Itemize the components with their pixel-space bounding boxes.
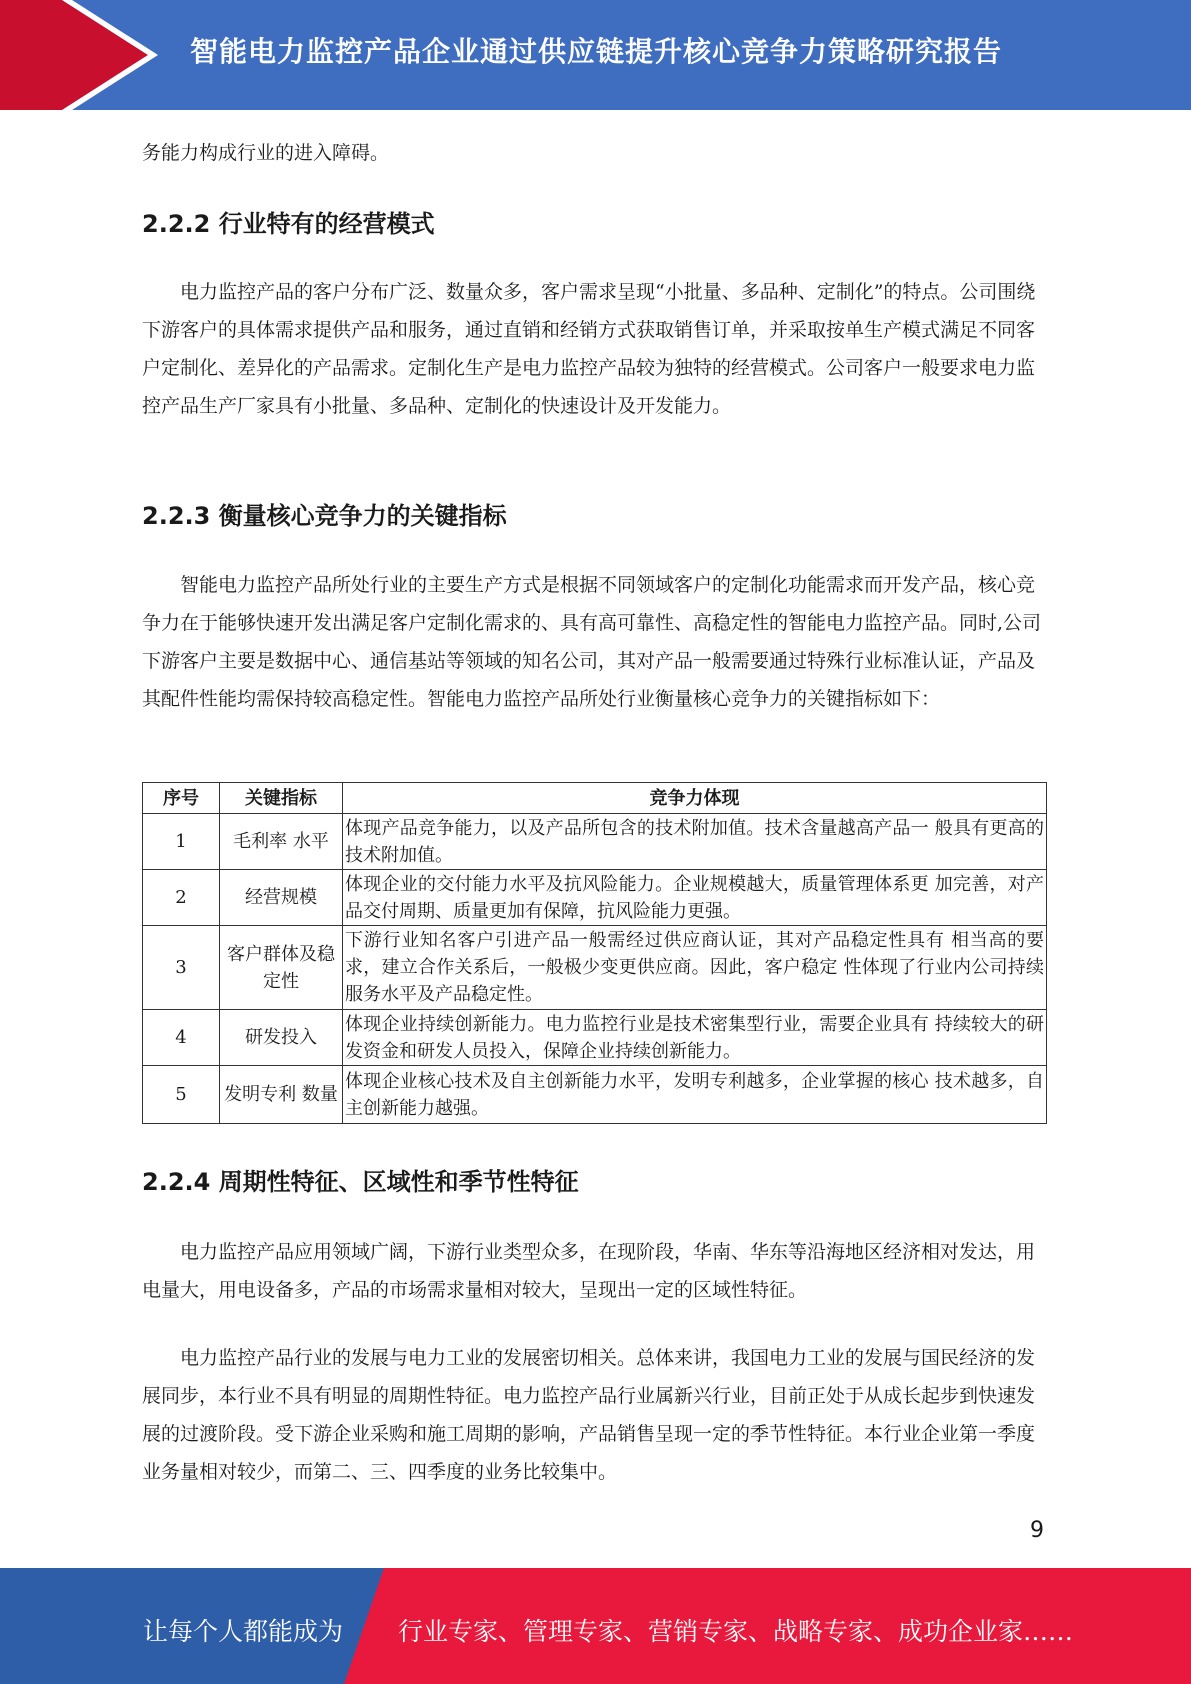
footer-slogan-right: 行业专家、管理专家、营销专家、战略专家、成功企业家…… — [398, 1617, 1074, 1646]
page-header — [0, 0, 1191, 110]
table-row — [143, 926, 1047, 1010]
row-no: 3 — [143, 926, 220, 1010]
row-no: 4 — [143, 1010, 220, 1066]
row-indicator: 经营规模 — [220, 870, 343, 926]
heading-2-2-2: 2.2.2 行业特有的经营模式 — [142, 210, 435, 238]
key-indicators-table — [142, 782, 1047, 1124]
footer-slogan-left: 让每个人都能成为 — [143, 1617, 344, 1646]
col-header-competitiveness: 竞争力体现 — [343, 783, 1047, 814]
heading-2-2-4: 2.2.4 周期性特征、区域性和季节性特征 — [142, 1168, 579, 1196]
row-indicator: 毛利率 水平 — [220, 814, 343, 870]
page-footer — [0, 1568, 1191, 1684]
row-no: 5 — [143, 1066, 220, 1124]
row-no: 2 — [143, 870, 220, 926]
table-row — [143, 1010, 1047, 1066]
row-description: 体现企业核心技术及自主创新能力水平，发明专利越多，企业掌握的核心 技术越多，自主创新能力越强。 — [343, 1066, 1047, 1124]
heading-2-2-3: 2.2.3 衡量核心竞争力的关键指标 — [142, 502, 507, 530]
row-no: 1 — [143, 814, 220, 870]
table-row — [143, 870, 1047, 926]
row-description: 体现企业的交付能力水平及抗风险能力。企业规模越大，质量管理体系更 加完善，对产品交付周期、质量更加有保障，抗风险能力更强。 — [343, 870, 1047, 926]
table-header-row — [143, 783, 1047, 814]
row-indicator: 发明专利 数量 — [220, 1066, 343, 1124]
row-description: 体现企业持续创新能力。电力监控行业是技术密集型行业，需要企业具有 持续较大的研发资金和研发人员投入，保障企业持续创新能力。 — [343, 1010, 1047, 1066]
paragraph-2-2-4-seasonal: 电力监控产品行业的发展与电力工业的发展密切相关。总体来讲，我国电力工业的发展与国民经济的发展同步，本行业不具有明显的周期性特征。电力监控产品行业属新兴行业，目前正处于从成长起步到快速发展的过渡阶段。受下游企业采购和施工周期的影响，产品销售呈现一定的季节性特征。本行业企业第一季度业务量相对较少，而第二、三、四季度的业务比较集中。 — [142, 1347, 1036, 1483]
header-title: 智能电力监控产品企业通过供应链提升核心竞争力策略研究报告 — [190, 35, 1003, 68]
paragraph-2-2-2: 电力监控产品的客户分布广泛、数量众多，客户需求呈现“小批量、多品种、定制化”的特点。公司围绕下游客户的具体需求提供产品和服务，通过直销和经销方式获取销售订单，并采取按单生产模式满足不同客户定制化、差异化的产品需求。定制化生产是电力监控产品较为独特的经营模式。公司客户一般要求电力监控产品生产厂家具有小批量、多品种、定制化的快速设计及开发能力。 — [142, 281, 1036, 417]
page-number: 9 — [1030, 1518, 1044, 1543]
table-row — [143, 814, 1047, 870]
row-description: 体现产品竞争能力，以及产品所包含的技术附加值。技术含量越高产品一 般具有更高的技术附加值。 — [343, 814, 1047, 870]
col-header-indicator: 关键指标 — [220, 783, 343, 814]
paragraph-2-2-3: 智能电力监控产品所处行业的主要生产方式是根据不同领域客户的定制化功能需求而开发产品，核心竞争力在于能够快速开发出满足客户定制化需求的、具有高可靠性、高稳定性的智能电力监控产品。同时,公司下游客户主要是数据中心、通信基站等领域的知名公司，其对产品一般需要通过特殊行业标准认证，产品及其配件性能均需保持较高稳定性。智能电力监控产品所处行业衡量核心竞争力的关键指标如下： — [142, 574, 1042, 710]
row-description: 下游行业知名客户引进产品一般需经过供应商认证，其对产品稳定性具有 相当高的要求，建立合作关系后，一般极少变更供应商。因此，客户稳定 性体现了行业内公司持续服务水平及产品稳定性。 — [343, 926, 1047, 1010]
row-indicator: 研发投入 — [220, 1010, 343, 1066]
paragraph-2-2-4-regional: 电力监控产品应用领域广阔，下游行业类型众多，在现阶段，华南、华东等沿海地区经济相对发达，用电量大，用电设备多，产品的市场需求量相对较大，呈现出一定的区域性特征。 — [142, 1241, 1036, 1301]
row-indicator: 客户群体及稳定性 — [220, 926, 343, 1010]
intro-line: 务能力构成行业的进入障碍。 — [142, 142, 390, 164]
table-row — [143, 1066, 1047, 1124]
col-header-no: 序号 — [143, 783, 220, 814]
